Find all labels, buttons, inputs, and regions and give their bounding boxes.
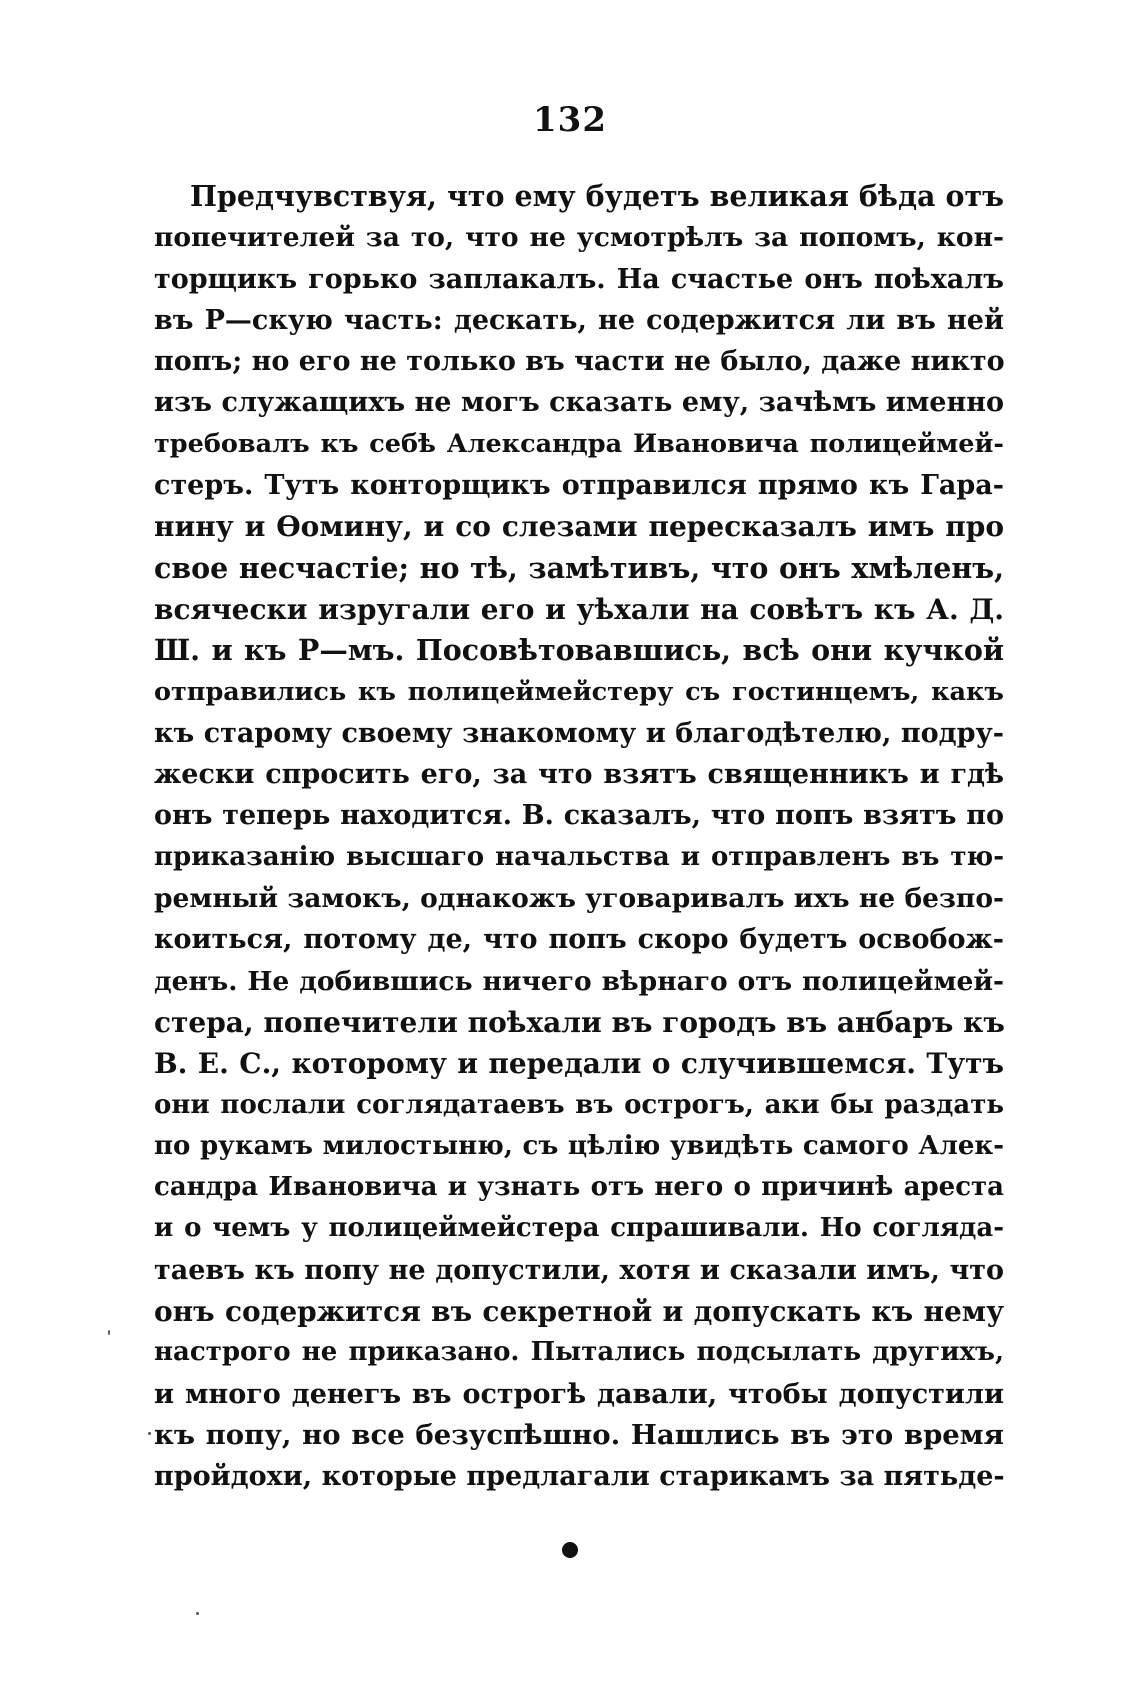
speck-mark-icon: [148, 1432, 151, 1435]
text-line: свое несчастіе; но тѣ, замѣтивъ, что онъ хмѣленъ,: [154, 550, 1004, 585]
text-line: попъ; но его не только въ части не было, даже никто: [154, 346, 1005, 378]
page-number: 132: [533, 100, 607, 140]
text-line: Предчувствуя, что ему будетъ великая бѣда отъ: [190, 179, 1004, 213]
text-line: денъ. Не добившись ничего вѣрнаго отъ полицеймей-: [154, 965, 1004, 997]
ornament-dot-icon: [562, 1542, 578, 1558]
text-line: приказанію высшаго начальства и отправленъ въ тю-: [154, 841, 1004, 872]
text-line: Ш. и къ Р—мъ. Посовѣтовавшись, всѣ они кучкой: [154, 633, 1004, 668]
text-line: они послали соглядатаевъ въ острогъ, аки бы раздать: [154, 1089, 1004, 1120]
text-line: стера, попечители поѣхали въ городъ въ анбаръ къ: [154, 1005, 1005, 1039]
text-line: всячески изругали его и уѣхали на совѣтъ къ А. Д.: [154, 592, 1004, 626]
text-line: попечителей за то, что не усмотрѣлъ за попомъ, кон-: [154, 222, 1004, 254]
text-line: коиться, потому де, что попъ скоро будетъ освобож-: [154, 924, 1004, 956]
speck-mark-icon: [108, 1330, 110, 1335]
text-line: отправились къ полицеймейстеру съ гостинцемъ, какъ: [154, 676, 1004, 707]
text-line: ремный замокъ, однакожъ уговаривалъ ихъ не безпо-: [154, 883, 1004, 915]
text-line: въ Р—скую часть: дескать, не содержится ли въ ней: [154, 304, 1004, 336]
text-line: онъ теперь находится. В. сказалъ, что попъ взятъ по: [154, 800, 1004, 832]
text-line: по рукамъ милостыню, съ цѣлію увидѣть самого Алек-: [154, 1130, 1004, 1161]
text-line: пройдохи, которые предлагали старикамъ за пятьде-: [154, 1461, 1005, 1493]
text-line: таевъ къ попу не допустили, хотя и сказали имъ, что: [154, 1254, 1004, 1286]
text-line: жески спросить его, за что взятъ священникъ и гдѣ: [154, 759, 1004, 791]
text-line: В. Е. С., которому и передали о случившемся. Тутъ: [154, 1047, 1004, 1081]
speck-mark-icon: [196, 1612, 199, 1615]
text-line: настрого не приказано. Пытались подсылать другихъ,: [154, 1337, 1004, 1368]
text-line: нину и Ѳомину, и со слезами пересказалъ имъ про: [154, 510, 1004, 544]
text-line: стеръ. Тутъ конторщикъ отправился прямо къ Гара-: [154, 470, 1004, 502]
text-line: требовалъ къ себѣ Александра Ивановича полицеймей-: [154, 428, 1004, 459]
body-text: [154, 176, 1004, 1498]
text-line: и о чемъ у полицеймейстера спрашивали. Но соглядa-: [154, 1213, 1004, 1244]
text-line: сандра Ивановича и узнать отъ него о причинѣ ареста: [154, 1172, 1004, 1203]
text-line: изъ служащихъ не могъ сказать ему, зачѣмъ именно: [154, 387, 1004, 419]
text-line: онъ содержится въ секретной и допускать къ нему: [154, 1295, 1004, 1329]
text-line: къ попу, но все безуспѣшно. Нашлись въ это время: [154, 1418, 1004, 1451]
text-line: и много денегъ въ острогѣ давали, чтобы допустили: [154, 1378, 1004, 1410]
text-line: торщикъ горько заплакалъ. На счастье онъ поѣхалъ: [154, 263, 1004, 295]
text-line: къ старому своему знакомому и благодѣтелю, подру-: [154, 717, 1004, 749]
